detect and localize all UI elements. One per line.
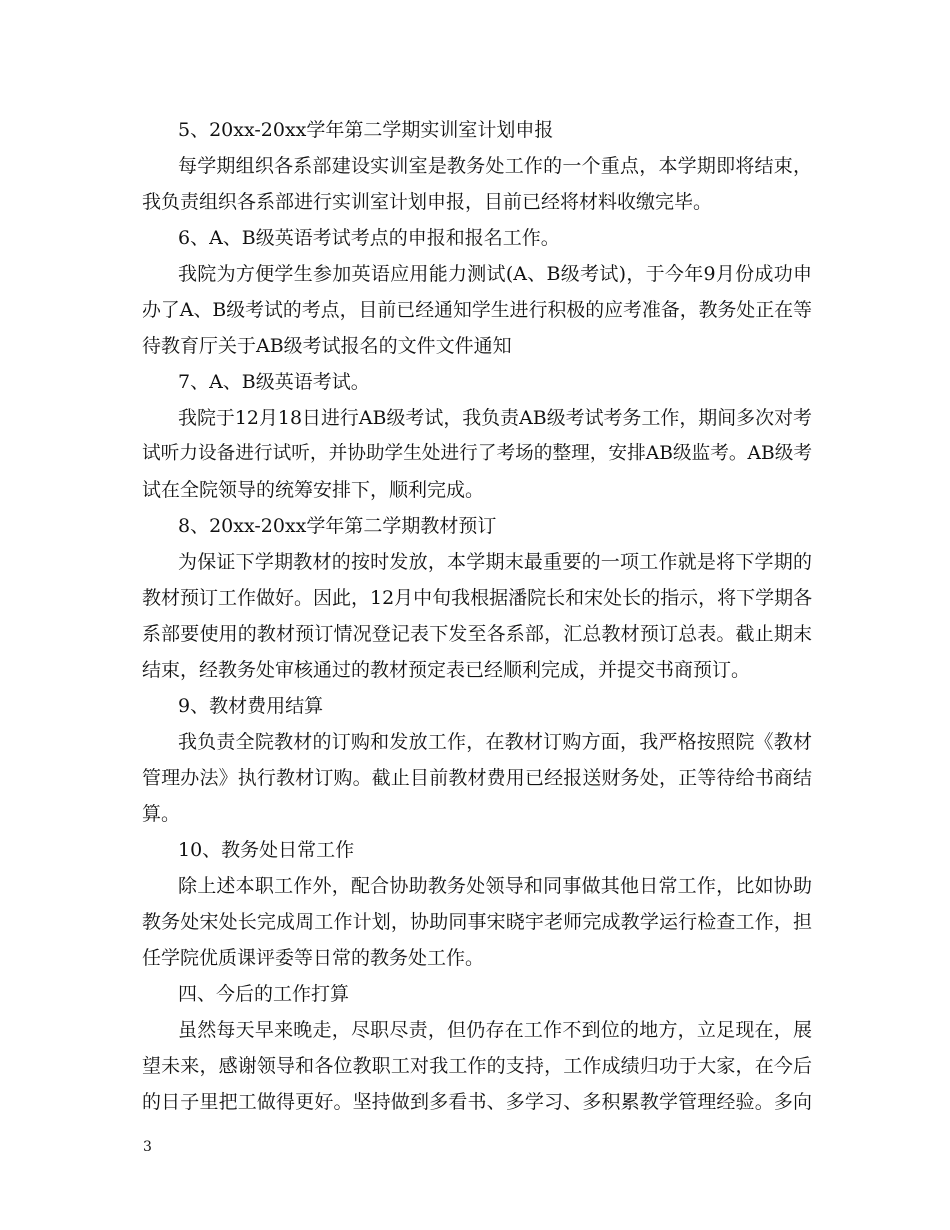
text-line: 10、教务处日常工作 <box>178 839 355 861</box>
text-line: 任学院优质课评委等日常的教务处工作。 <box>142 947 485 969</box>
text-line: 5、20xx-20xx学年第二学期实训室计划申报 <box>178 119 554 141</box>
text-line: 试在全院领导的统筹安排下，顺利完成。 <box>142 479 485 501</box>
document-body <box>142 112 812 1120</box>
text-line: 8、20xx-20xx学年第二学期教材预订 <box>178 515 497 537</box>
text-line: 9、教材费用结算 <box>178 695 324 717</box>
text-line: 7、A、B级英语考试。 <box>178 371 370 393</box>
text-line: 我院于12月18日进行AB级考试，我负责AB级考试考务工作，期间多次对考 <box>178 407 812 429</box>
text-line: 教务处宋处长完成周工作计划，协助同事宋晓宇老师完成教学运行检查工作，担 <box>142 911 812 933</box>
text-line: 结束，经教务处审核通过的教材预定表已经顺利完成，并提交书商预订。 <box>142 659 751 681</box>
text-line: 为保证下学期教材的按时发放，本学期末最重要的一项工作就是将下学期的 <box>178 551 812 573</box>
text-line: 虽然每天早来晚走，尽职尽责，但仍存在工作不到位的地方，立足现在，展 <box>178 1019 812 1041</box>
text-line: 除上述本职工作外，配合协助教务处领导和同事做其他日常工作，比如协助 <box>178 875 812 897</box>
text-line: 我院为方便学生参加英语应用能力测试(A、B级考试)，于今年9月份成功申 <box>178 263 812 285</box>
text-line: 四、今后的工作打算 <box>178 983 350 1005</box>
text-line: 教材预订工作做好。因此，12月中旬我根据潘院长和宋处长的指示，将下学期各 <box>142 587 813 609</box>
text-line: 望未来，感谢领导和各位教职工对我工作的支持，工作成绩归功于大家，在今后 <box>142 1055 812 1077</box>
text-line: 我负责组织各系部进行实训室计划申报，目前已经将材料收缴完毕。 <box>142 191 713 213</box>
text-line: 试听力设备进行试听，并协助学生处进行了考场的整理，安排AB级监考。AB级考 <box>142 443 813 464</box>
text-line: 管理办法》执行教材订购。截止目前教材费用已经报送财务处，正等待给书商结 <box>142 767 812 789</box>
text-line: 办了A、B级考试的考点，目前已经通知学生进行积极的应考准备，教务处正在等 <box>142 299 812 321</box>
text-line: 每学期组织各系部建设实训室是教务处工作的一个重点，本学期即将结束， <box>178 155 812 177</box>
text-line: 6、A、B级英语考试考点的申报和报名工作。 <box>178 227 560 249</box>
text-line: 系部要使用的教材预订情况登记表下发至各系部，汇总教材预订总表。截止期末 <box>142 623 812 645</box>
text-line: 算。 <box>142 803 181 825</box>
text-line: 的日子里把工做得更好。坚持做到多看书、多学习、多积累教学管理经验。多向 <box>142 1091 812 1113</box>
text-line: 待教育厅关于AB级考试报名的文件文件通知 <box>142 335 512 357</box>
page-number: 3 <box>143 1139 152 1155</box>
text-line: 我负责全院教材的订购和发放工作，在教材订购方面，我严格按照院《教材 <box>178 731 812 753</box>
